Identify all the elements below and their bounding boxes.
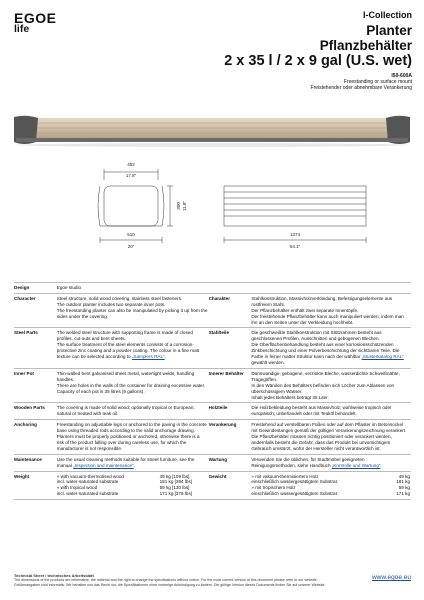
weight-item	[57, 491, 208, 497]
text-line: Inhalt jedes Behälters beträgt 35 Liter.	[251, 394, 329, 400]
weight-desc: » with tropical wood	[56, 485, 98, 491]
spec-row-weight	[14, 471, 411, 500]
row-text-en	[57, 454, 209, 471]
row-text-en	[57, 283, 209, 294]
row-text-de	[251, 293, 411, 328]
text-line: Dünnwandige, gebogene, verzinkte Bleche, wasserdichte Schweißnähte, Tragegriffen.	[251, 370, 400, 382]
weight-value: 59 kg [130 lbs]	[159, 485, 190, 491]
text-line: The freestanding planter can also be manipulated by picking it up from the sides under the covering.	[56, 307, 208, 319]
weight-item	[251, 491, 410, 497]
row-label-en: Anchoring	[14, 420, 57, 455]
spec-row	[14, 328, 411, 368]
product-photo	[14, 114, 410, 148]
row-text-en	[57, 293, 209, 328]
text-line: Der freistehende Pflanzbehälter kann auch manipuliert werden, indem man ihn an den Seiten unter der Verkleidung hochhebt.	[251, 313, 404, 325]
dim-top-mm: 452	[127, 162, 135, 167]
row-label-en: Inner Pot	[14, 368, 57, 403]
text-line: There are holes in the walls of the container for draining excessive water.	[56, 382, 206, 388]
row-text-de	[251, 283, 411, 294]
brand-name: EGOE	[14, 10, 57, 26]
text-line: Steel structure, solid wood covering, stainless steel fasteners.	[56, 295, 183, 301]
dim-length-mm: 1374	[289, 232, 301, 237]
text-line: Use the usual cleaning methods suitable for street furniture, see the manual	[56, 456, 195, 468]
weight-desc: incl. water-saturated substrate	[56, 491, 119, 497]
spec-row	[14, 454, 411, 471]
spec-row	[14, 368, 411, 403]
capacity-title: 2 x 35 l / 2 x 9 gal (U.S. wet)	[224, 53, 412, 69]
weight-value: 49 kg [109 lbs]	[159, 473, 190, 479]
row-text-en	[57, 403, 209, 420]
doc-link[interactable]: „Inspection and maintenance“	[73, 462, 134, 468]
weight-desc: einschließlich wassergesättigtem Substrat	[251, 479, 337, 485]
row-label-de	[209, 283, 252, 294]
text-line: In den Wänden des Behälters befinden sich Löcher zum Ablassen von überschüssigem Wasser.	[251, 382, 395, 394]
row-label-en: Character	[14, 293, 57, 328]
row-text-de	[251, 368, 411, 403]
website-link[interactable]: www.egoe.eu	[371, 574, 411, 581]
weight-value: 181 kg	[396, 479, 410, 485]
text-line: The covering is made of solid wood; optionally tropical or European; natural or treated with teak oil.	[56, 405, 195, 417]
doc-link[interactable]: „Kontrolle und Wartung“	[331, 462, 381, 468]
subtitle-de: Freistehender oder abnehmbare Verankerung	[310, 85, 412, 91]
text-line: Verwenden Sie die üblichen, für Stadtmöbel geeigneten Reinigungsmethoden, siehe Handbuch	[251, 456, 365, 468]
text-line: Stahlkonstruktion, Massivholzverkleidung, Befestigungselemente aus rostfreiem Stahl.	[251, 295, 393, 307]
weight-label-en: Weight	[14, 471, 57, 500]
text-line: Capacity of each pot is 35 litres (9 gallons).	[56, 388, 145, 394]
weight-values-de	[251, 471, 411, 500]
title-en: Planter	[366, 23, 412, 38]
product-code: I50-600A	[391, 73, 412, 79]
row-text-de	[251, 328, 411, 368]
footer-line-de: Größenangaben sind informativ. Wir behalten uns das Recht vor, die Spezifikationen ohne vorherige Ankündigung zu ändern. Die gültige Version dieses Dokuments finden Sie auf unserer Website.	[14, 582, 326, 587]
spec-row	[14, 403, 411, 420]
text-after-link: gewählt werden.	[251, 359, 285, 365]
text-line: The welded steel structure with supporting frame is made of closed profiles, cut-outs and bent sheets.	[56, 330, 193, 342]
weight-desc: » mit vakuum-thermisiertem Holz	[251, 473, 319, 479]
dim-top-in: 17.8"	[125, 173, 137, 178]
brand-logo	[14, 11, 56, 35]
row-label-de: Wartung	[209, 454, 252, 471]
row-text-de	[251, 420, 411, 455]
row-label-de: Charakter	[209, 293, 252, 328]
text-line: Die Oberflächenbehandlung besteht aus einer korrosionsschützenden Zinkbeschichtung und einer Pulverbeschichtung der sichtbaren Teile. Die Farbe in feiner matter Struktur kann nach der wählbar	[251, 342, 400, 360]
row-text-en	[57, 328, 209, 368]
text-after-link: .	[380, 462, 382, 468]
weight-value: 181 kg [394 lbs]	[159, 479, 193, 485]
text-line: Freestanding on adjustable legs or anchored to the paving in the concrete base using threaded rods according to the valid anchorage drawing. Planters must be properly positioned or anchored, otherwise there is a risk of the product falling over during careless use, for which the manufacturer is not responsible.	[56, 422, 207, 451]
weight-values-en	[57, 471, 209, 500]
text-after-link: .	[133, 462, 135, 468]
row-label-de: Verankerung	[209, 420, 252, 455]
row-label-en: Steel Parts	[14, 328, 57, 368]
text-line: Thin-walled bent galvanised sheet metal, watertight welds, handling handles.	[56, 370, 195, 382]
text-line: The outdoor planter includes two separate inner pots.	[56, 301, 166, 307]
text-line: Die geschweißte Stahlkonstruktion mit Stützrahmen besteht aus geschlossenen Profilen, Ausschnitten und gebogenen Blechen.	[251, 330, 382, 342]
row-label-de: Holzteile	[209, 403, 252, 420]
footer-line-en: The dimensions of the products are informative, the material and the right to change the specifications without notice. For the most current version of this document please refer to our website.	[14, 578, 318, 583]
weight-desc: » with vacuum-thermotised wood	[56, 473, 124, 479]
spec-table	[14, 282, 411, 500]
doc-link[interactable]: „Musterkatalog RAL“	[361, 354, 404, 360]
text-line: Freistehend auf verstellbaren Füßen oder auf dem Pflaster im Betonsockel mit Gewindestangen gemäß der gültigen Verankerungszeichnung verankert. Die Pflanzbehälter müssen richtig positioniert oder verankert werden, andernfalls besteht die Gefahr, dass das Produkt bei unvorsichtigem Gebrauch umstürzt, wofür der Hersteller nicht verantwortlich ist.	[251, 422, 407, 451]
title-de: Pflanzbehälter	[319, 38, 412, 53]
dim-width-mm: 510	[127, 232, 135, 237]
dim-height-mm: 300	[176, 202, 181, 210]
doc-link[interactable]: „Samplers RAL“	[131, 354, 165, 360]
subtitle-en: Freestanding or surface mount	[343, 79, 412, 85]
collection-name: I-Collection	[363, 10, 412, 20]
row-label-en: Wooden Parts	[14, 403, 57, 420]
text-line: Egoe studio	[56, 285, 82, 290]
brand-line: life	[14, 23, 30, 35]
footer-heading: Technical Sheet / technisches Arbeitsblatt	[14, 573, 94, 578]
weight-label-de: Gewicht	[209, 471, 252, 500]
row-label-de: Innerer Behälter	[209, 368, 252, 403]
weight-value: 59 kg	[398, 485, 410, 491]
weight-desc: » mit tropischem Holz	[251, 485, 296, 491]
weight-value: 49 kg	[398, 473, 410, 479]
weight-desc: einschließlich wassergesättigtem Substrat	[251, 491, 337, 497]
weight-value: 171 kg [376 lbs]	[159, 491, 193, 497]
technical-drawings	[0, 160, 424, 280]
dim-height-in: 11.8"	[182, 200, 187, 212]
text-line: Der Pflanzbehälter enthält zwei separate Innentöpfe.	[251, 307, 359, 313]
row-text-de	[251, 403, 411, 420]
weight-value: 171 kg	[396, 491, 410, 497]
row-text-en	[57, 368, 209, 403]
text-after-link: .	[164, 354, 166, 360]
row-label-en: Design	[14, 283, 57, 294]
dim-length-in: 54.1"	[289, 244, 301, 249]
weight-desc: incl. water-saturated substrate	[56, 479, 119, 485]
footer	[14, 574, 411, 587]
row-text-de	[251, 454, 411, 471]
spec-row	[14, 293, 411, 328]
spec-row	[14, 283, 411, 294]
row-label-en: Maintenance	[14, 454, 57, 471]
spec-row	[14, 420, 411, 455]
product-header	[224, 10, 412, 91]
dim-width-in: 20"	[127, 244, 135, 249]
text-line: The surface treatment of the steel elements consists of a corrosion-protective zinc coating and a powder coating. The colour in a fine matt texture can be selected according to	[56, 342, 200, 360]
row-label-de: Stahlteile	[209, 328, 252, 368]
row-text-en	[57, 420, 209, 455]
text-line: Die Holzbekleidung besteht aus Massivholz; wahlweise tropisch oder europäisch; unbehandelt oder mit Teaköl behandelt.	[251, 405, 392, 417]
